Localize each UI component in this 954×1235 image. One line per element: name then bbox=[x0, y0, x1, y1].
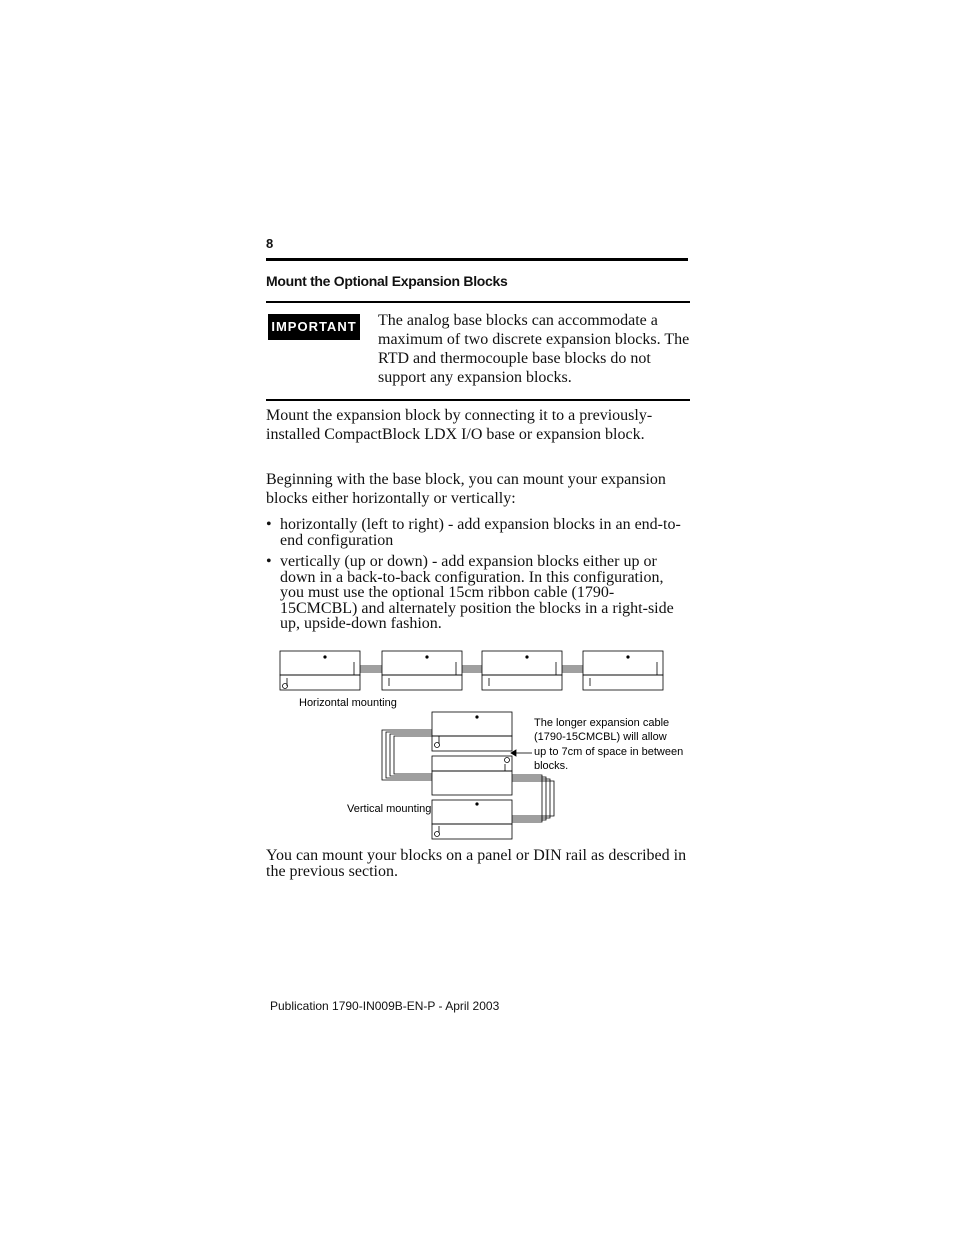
bullet-horizontal bbox=[266, 517, 690, 548]
publication-footer: Publication 1790-IN009B-EN-P - April 2003 bbox=[270, 999, 500, 1013]
horizontal-block-3 bbox=[482, 651, 562, 690]
horizontal-mounting-label: Horizontal mounting bbox=[299, 697, 397, 709]
bullet-marker: • bbox=[266, 516, 272, 533]
closing-paragraph: You can mount your blocks on a panel or DIN rail as described in the previous section. bbox=[266, 847, 687, 880]
callout-line-3: up to 7cm of space in between bbox=[534, 746, 684, 758]
callout-line-1: The longer expansion cable bbox=[534, 717, 670, 729]
important-rule-bottom bbox=[266, 399, 690, 401]
important-rule-top bbox=[266, 301, 690, 303]
horizontal-block-1 bbox=[280, 651, 360, 690]
bullet-marker: • bbox=[266, 553, 272, 570]
vertical-block-bottom bbox=[432, 800, 512, 839]
header-rule bbox=[266, 258, 688, 261]
callout-line-4: blocks. bbox=[534, 760, 569, 772]
vertical-mounting-label: Vertical mounting bbox=[347, 803, 432, 815]
bullet-vertical bbox=[266, 554, 690, 632]
section-title: Mount the Optional Expansion Blocks bbox=[266, 273, 508, 289]
orientation-paragraph: Beginning with the base block, you can mount your expansion blocks either horizontally or vertically: bbox=[266, 471, 666, 507]
important-badge: IMPORTANT bbox=[268, 314, 360, 340]
bullet-text: vertically (up or down) - add expansion blocks either up or down in a back-to-back configuration. In this configuration, you must use the optional 15cm ribbon cable (1790-15CMCBL) and alternately position the blocks in a right-side up, upside-down fashion. bbox=[280, 553, 674, 632]
mounting-diagram bbox=[270, 640, 690, 840]
important-text: The analog base blocks can accommodate a maximum of two discrete expansion blocks. The RTD and thermocouple base blocks do not support any expansion blocks. bbox=[378, 312, 690, 386]
left-ribbon-cable bbox=[382, 730, 432, 780]
vertical-block-middle bbox=[432, 756, 512, 795]
vertical-block-top bbox=[432, 712, 512, 751]
horizontal-block-2 bbox=[382, 651, 462, 690]
horizontal-block-4 bbox=[583, 651, 663, 690]
intro-paragraph: Mount the expansion block by connecting it to a previously-installed CompactBlock LDX I/O base or expansion block. bbox=[266, 407, 653, 443]
right-ribbon-cable bbox=[512, 775, 554, 822]
callout-line-2: (1790-15CMCBL) will allow bbox=[534, 731, 667, 743]
horizontal-connectors bbox=[360, 666, 583, 672]
page-number: 8 bbox=[266, 236, 274, 251]
bullet-text: horizontally (left to right) - add expansion blocks in an end-to-end configuration bbox=[280, 516, 681, 549]
